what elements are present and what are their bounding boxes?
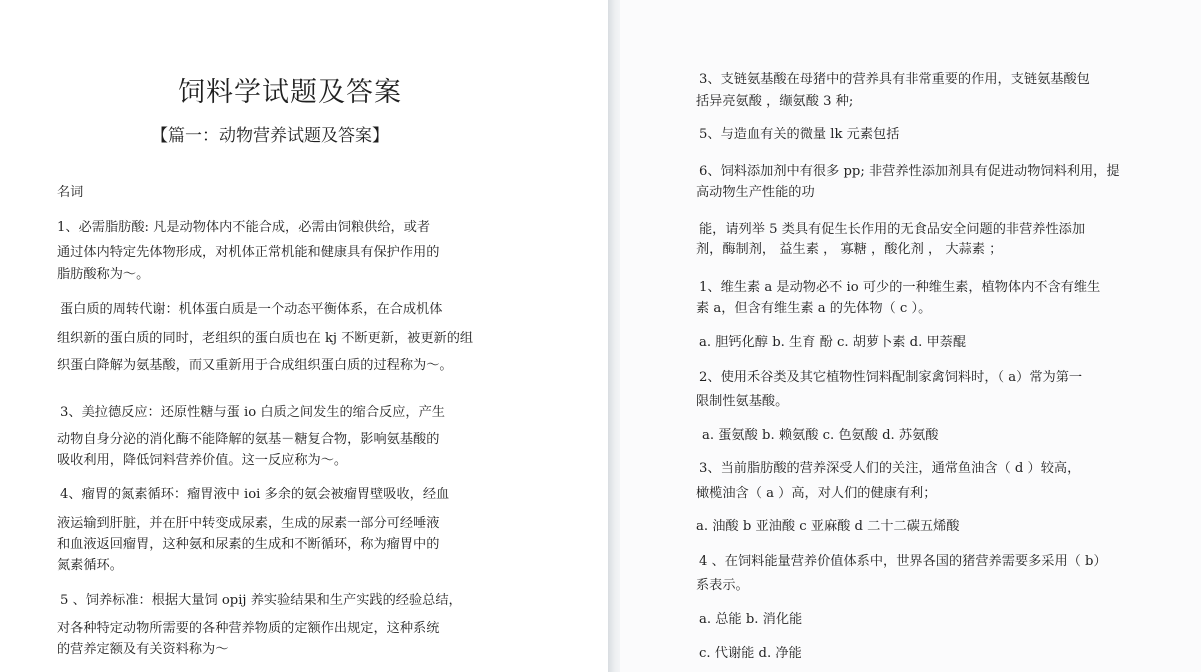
text-line: 组织新的蛋白质的同时，老组织的蛋白质也在 kj 不断更新，被更新的组 — [57, 331, 474, 346]
text-line: 液运输到肝脏，并在肝中转变成尿素，生成的尿素一部分可经唾液 — [57, 516, 440, 531]
text-line: 素 a，但含有维生素 a 的先体物（ c ）。 — [696, 301, 932, 316]
text-line: 能，请列举 5 类具有促生长作用的无食品安全问题的非营养性添加 — [699, 222, 1086, 237]
text-line: 和血液返回瘤胃，这种氨和尿素的生成和不断循环，称为瘤胃中的 — [57, 537, 440, 552]
text-line: 系表示。 — [696, 578, 749, 593]
text-line: 3、支链氨基酸在母猪中的营养具有非常重要的作用，支链氨基酸包 — [699, 72, 1090, 87]
page-gutter — [608, 0, 620, 672]
document-title: 饲料学试题及答案 — [178, 77, 402, 108]
text-line: 动物自身分泌的消化酶不能降解的氨基－糖复合物，影响氨基酸的 — [57, 432, 440, 447]
text-line: 3、美拉德反应：还原性糖与蛋 io 白质之间发生的缩合反应，产生 — [60, 405, 445, 420]
text-line: a. 蛋氨酸 b. 赖氨酸 c. 色氨酸 d. 苏氨酸 — [702, 428, 939, 443]
text-line: 1、必需脂肪酸: 凡是动物体内不能合成，必需由饲粮供给，或者 — [57, 220, 431, 235]
text-line: 橄榄油含（ a ）高，对人们的健康有利； — [696, 486, 937, 501]
text-line: 的营养定额及有关资料称为～ — [57, 642, 229, 657]
document-page-right — [620, 0, 1201, 672]
text-line: 2、使用禾谷类及其它植物性饲料配制家禽饲料时，（ a）常为第一 — [699, 370, 1083, 385]
text-line: 剂，酶制剂， 益生素 ， 寡糖 ，酸化剂 ， 大蒜素 ； — [696, 242, 1003, 257]
text-line: 织蛋白降解为氨基酸，而又重新用于合成组织蛋白质的过程称为～。 — [57, 358, 453, 373]
text-line: 限制性氨基酸。 — [696, 394, 789, 409]
text-line: 高动物生产性能的功 — [696, 185, 815, 200]
text-line: 氮素循环。 — [57, 558, 123, 573]
text-line: 6、饲料添加剂中有很多 pp; 非营养性添加剂具有促进动物饲料利用，提 — [699, 164, 1120, 179]
document-subtitle: 【篇一：动物营养试题及答案】 — [151, 126, 389, 146]
text-line: 4 、在饲料能量营养价值体系中，世界各国的猪营养需要多采用（ b） — [699, 554, 1107, 569]
text-line: 蛋白质的周转代谢：机体蛋白质是一个动态平衡体系，在合成机体 — [60, 302, 443, 317]
text-line: 4、瘤胃的氮素循环：瘤胃液中 ioi 多余的氨会被瘤胃壁吸收，经血 — [60, 487, 450, 502]
text-line: 5、与造血有关的微量 lk 元素包括 — [699, 127, 900, 142]
text-line: 通过体内特定先体物形成，对机体正常机能和健康具有保护作用的 — [57, 245, 440, 260]
text-line: 脂肪酸称为～。 — [57, 267, 150, 282]
text-line: 1、维生素 a 是动物必不 io 可少的一种维生素，植物体内不含有维生 — [699, 280, 1101, 295]
text-line: c. 代谢能 d. 净能 — [699, 646, 802, 661]
text-line: 名词 — [57, 185, 84, 200]
text-line: a. 胆钙化醇 b. 生育 酚 c. 胡萝卜素 d. 甲萘醌 — [699, 335, 967, 350]
text-line: 5 、饲养标准：根据大量饲 opij 养实验结果和生产实践的经验总结， — [60, 593, 462, 608]
text-line: a. 油酸 b 亚油酸 c 亚麻酸 d 二十二碳五烯酸 — [696, 519, 960, 534]
text-line: 括异亮氨酸 ，缬氨酸 3 种; — [696, 94, 854, 109]
text-line: a. 总能 b. 消化能 — [699, 612, 803, 627]
text-line: 对各种特定动物所需要的各种营养物质的定额作出规定，这种系统 — [57, 621, 440, 636]
text-line: 3、当前脂肪酸的营养深受人们的关注，通常鱼油含（ d ）较高， — [699, 461, 1081, 476]
text-line: 吸收利用，降低饲料营养价值。这一反应称为～。 — [57, 453, 348, 468]
